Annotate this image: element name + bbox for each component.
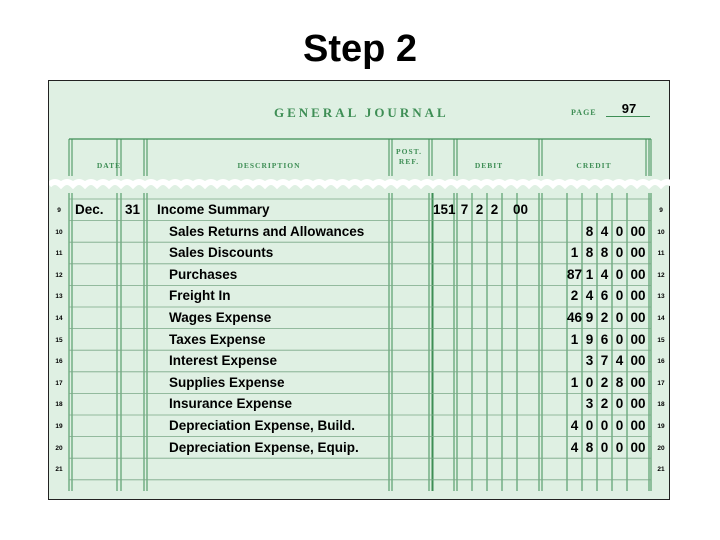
line-number-left: 11 (55, 250, 63, 258)
credit-digit: 0 (615, 245, 624, 261)
debit-digit: 2 (490, 202, 499, 217)
credit-digit: 8 (615, 374, 624, 390)
credit-digit: 0 (615, 310, 624, 325)
credit-digit: 00 (630, 439, 646, 455)
line-number-left: 9 (57, 207, 61, 214)
credit-digit: 4 (570, 439, 579, 455)
description: Depreciation Expense, Build. (169, 418, 356, 433)
line-number-right: 20 (657, 444, 665, 452)
description: Depreciation Expense, Equip. (169, 439, 359, 455)
line-number-right: 9 (659, 207, 663, 214)
credit-digit: 00 (630, 310, 646, 325)
date-month: Dec. (75, 202, 104, 217)
line-number-left: 17 (55, 379, 63, 387)
credit-digit: 4 (585, 288, 594, 304)
line-number-right: 11 (657, 250, 665, 258)
line-number-left: 20 (55, 444, 63, 452)
description: Sales Discounts (169, 245, 274, 261)
description: Wages Expense (169, 310, 272, 325)
credit-digit: 1 (570, 245, 579, 261)
credit-digit: 0 (615, 288, 624, 304)
credit-digit: 1 (570, 374, 579, 390)
general-journal (48, 80, 670, 500)
line-number-right: 15 (657, 336, 665, 344)
credit-digit: 4 (600, 266, 609, 282)
credit-digit: 2 (570, 288, 579, 304)
credit-digit: 00 (630, 245, 646, 261)
credit-digit: 0 (615, 266, 624, 282)
credit-digit: 7 (600, 353, 609, 369)
journal-title: GENERAL JOURNAL (274, 105, 449, 120)
credit-digit: 0 (615, 331, 624, 347)
description: Sales Returns and Allowances (169, 223, 365, 239)
debit-digit: 151 (433, 202, 456, 217)
line-number-left: 13 (55, 293, 63, 301)
credit-digit: 0 (600, 418, 609, 433)
credit-digit: 3 (585, 396, 594, 412)
credit-digit: 87 (566, 266, 582, 282)
header-post-ref-line1: POST. (396, 147, 422, 156)
torn-edge (49, 182, 671, 185)
description: Purchases (169, 266, 238, 282)
line-number-right: 10 (657, 228, 665, 236)
header-post-ref-line2: REF. (398, 157, 420, 166)
description: Income Summary (157, 202, 270, 217)
line-number-left: 16 (55, 358, 63, 366)
line-number-left: 21 (55, 466, 63, 474)
credit-digit: 8 (585, 245, 594, 261)
line-number-right: 16 (657, 358, 665, 366)
credit-digit: 4 (615, 353, 624, 369)
header-credit: CREDIT (576, 161, 612, 170)
line-number-right: 12 (657, 271, 665, 279)
credit-digit: 6 (600, 288, 609, 304)
line-number-right: 18 (657, 401, 665, 409)
credit-digit: 6 (600, 331, 609, 347)
credit-digit: 0 (600, 439, 609, 455)
credit-digit: 9 (585, 331, 594, 347)
line-number-right: 17 (657, 379, 665, 387)
credit-digit: 0 (585, 418, 594, 433)
credit-digit: 8 (585, 223, 594, 239)
line-number-left: 19 (55, 423, 63, 430)
credit-digit: 0 (615, 418, 624, 433)
header-debit: DEBIT (474, 161, 504, 170)
credit-digit: 0 (585, 374, 594, 390)
credit-digit: 0 (615, 439, 624, 455)
credit-digit: 00 (630, 223, 646, 239)
description: Insurance Expense (169, 396, 293, 412)
credit-digit: 8 (600, 245, 609, 261)
credit-digit: 00 (630, 266, 646, 282)
line-number-left: 14 (55, 315, 63, 322)
credit-digit: 00 (630, 353, 646, 369)
credit-digit: 3 (585, 353, 594, 369)
description: Interest Expense (169, 353, 278, 369)
line-number-left: 15 (55, 336, 63, 344)
description: Taxes Expense (169, 331, 266, 347)
line-number-left: 10 (55, 228, 63, 236)
line-number-right: 13 (657, 293, 665, 301)
credit-digit: 8 (585, 439, 594, 455)
credit-digit: 4 (600, 223, 609, 239)
credit-digit: 0 (615, 223, 624, 239)
credit-digit: 00 (630, 374, 646, 390)
credit-digit: 2 (600, 310, 609, 325)
line-number-right: 19 (657, 423, 665, 430)
credit-digit: 00 (630, 331, 646, 347)
credit-digit: 00 (630, 288, 646, 304)
line-number-right: 14 (657, 315, 665, 322)
header-date: DATE (96, 161, 122, 170)
page-number: 97 (621, 101, 637, 116)
page-label: PAGE (571, 108, 597, 117)
credit-digit: 1 (585, 266, 594, 282)
date-day: 31 (124, 202, 141, 217)
debit-digit: 2 (475, 202, 484, 217)
line-number-left: 12 (55, 271, 63, 279)
header-description: DESCRIPTION (237, 161, 301, 170)
credit-digit: 2 (600, 374, 609, 390)
debit-digit: 00 (512, 202, 529, 217)
credit-digit: 4 (570, 418, 579, 433)
debit-digit: 7 (460, 202, 469, 217)
line-number-right: 21 (657, 466, 665, 474)
credit-digit: 0 (615, 396, 624, 412)
line-number-left: 18 (55, 401, 63, 409)
credit-digit: 00 (630, 396, 646, 412)
credit-digit: 1 (570, 331, 579, 347)
credit-digit: 00 (630, 418, 646, 433)
credit-digit: 9 (585, 310, 594, 325)
credit-digit: 46 (566, 310, 582, 325)
slide-title: Step 2 (302, 28, 418, 70)
credit-digit: 2 (600, 396, 609, 412)
description: Supplies Expense (169, 374, 285, 390)
description: Freight In (169, 288, 231, 304)
